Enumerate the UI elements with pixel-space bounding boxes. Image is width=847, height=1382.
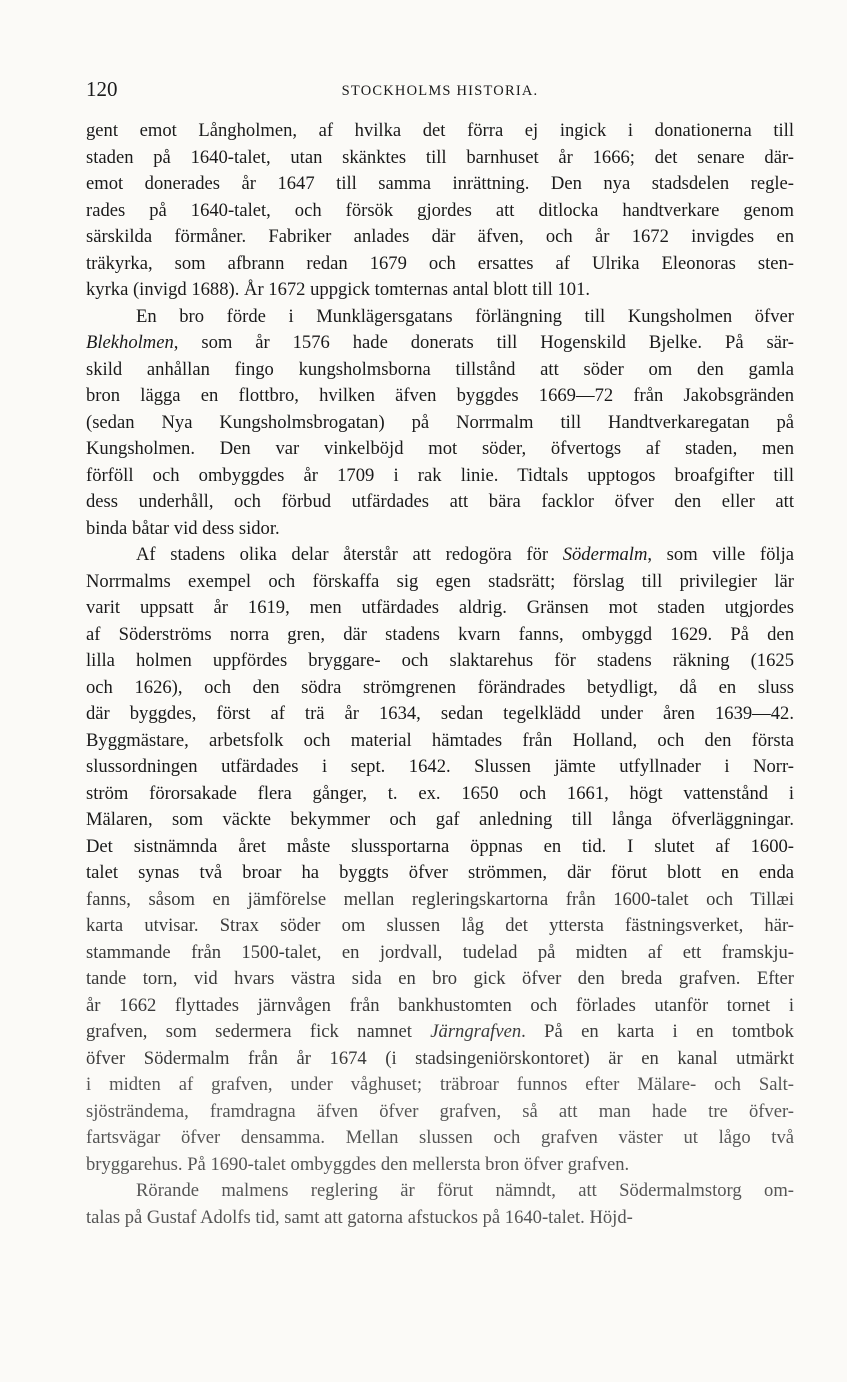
text-line: Byggmästare, arbetsfolk och material hämtades från Holland, och den första — [86, 729, 794, 751]
text-line: emot donerades år 1647 till samma inrättning. Den nya stadsdelen regle- — [86, 173, 794, 194]
text-line: lilla holmen uppfördes bryggare- och slaktarehus för stadens räkning (1625 — [86, 650, 794, 671]
text-line: fanns, såsom en jämförelse mellan regleringskartorna från 1600-talet och Tillæi — [86, 888, 794, 910]
text-line: talas på Gustaf Adolfs tid, samt att gatorna afstuckos på 1640-talet. Höjd- — [86, 1206, 633, 1228]
text-line: Kungsholmen. Den var vinkelböjd mot söder, öfvertogs af staden, men — [86, 438, 794, 459]
text-line: varit uppsatt år 1619, men utfärdades aldrig. Gränsen mot staden utgjordes — [86, 597, 794, 618]
text-line: bryggarehus. På 1690-talet ombyggdes den mellersta bron öfver grafven. — [86, 1153, 630, 1175]
text-line: En bro förde i Munklägersgatans förlängning till Kungsholmen öfver — [136, 305, 794, 327]
text-line: talet synas två broar ha byggts öfver strömmen, där förut blott en enda — [86, 862, 794, 883]
text-line: gent emot Långholmen, af hvilka det förra ej ingick i donationerna till — [86, 120, 794, 141]
text-line: Blekholmen, som år 1576 hade donerats till Hogenskild Bjelke. På sär- — [86, 332, 794, 353]
text-line: tande torn, vid hvars västra sida en bro gick öfver den breda grafven. Efter — [86, 968, 794, 989]
text-line: skild anhållan fingo kungsholmsborna tillstånd att söder om den gamla — [86, 358, 794, 380]
body-text — [86, 118, 794, 1231]
text-line: Norrmalms exempel och förskaffa sig egen stadsrätt; förslag till privilegier lär — [86, 570, 794, 592]
text-line: grafven, som sedermera fick namnet Järngrafven. På en karta i en tomtbok — [86, 1021, 794, 1042]
text-line: staden på 1640-talet, utan skänktes till barnhuset år 1666; det senare där- — [86, 146, 794, 168]
text-line: träkyrka, som afbrann redan 1679 och ersattes af Ulrika Eleonoras sten- — [86, 252, 794, 274]
text-line: af Söderströms norra gren, där stadens kvarn fanns, ombyggd 1629. På den — [86, 623, 794, 645]
running-title: STOCKHOLMS HISTORIA. — [341, 83, 539, 99]
text-line: Mälaren, som väckte bekymmer och gaf anledning till långa öfverläggningar. — [86, 809, 794, 830]
text-line: år 1662 flyttades järnvågen från bankhustomten och förlades utanför tornet i — [86, 994, 794, 1016]
text-line: fartsvägar öfver densamma. Mellan slussen och grafven väster ut lågo två — [86, 1127, 794, 1148]
page-header — [86, 74, 794, 104]
text-line: förföll och ombyggdes år 1709 i rak linie. Tidtals upptogos broafgifter till — [86, 464, 794, 486]
text-line: sjösträndema, framdragna äfven öfver grafven, så att man hade tre öfver- — [86, 1100, 794, 1122]
text-line: kyrka (invigd 1688). År 1672 uppgick tomternas antal blott till 101. — [86, 279, 591, 300]
text-line: öfver Södermalm från år 1674 (i stadsingeniörskontoret) är en kanal utmärkt — [86, 1047, 794, 1069]
text-line: karta utvisar. Strax söder om slussen låg det yttersta fästningsverket, här- — [86, 915, 794, 936]
text-line: (sedan Nya Kungsholmsbrogatan) på Norrmalm till Handtverkaregatan på — [86, 411, 794, 433]
text-line: Det sistnämnda året måste slussportarna öppnas en tid. I slutet af 1600- — [86, 835, 794, 857]
text-line: ström förorsakade flera gånger, t. ex. 1650 och 1661, högt vattenstånd i — [86, 782, 794, 804]
text-line: och 1626), och den södra strömgrenen förändrades betydligt, då en sluss — [86, 676, 794, 698]
text-line: där byggdes, först af trä år 1634, sedan tegelklädd under åren 1639—42. — [86, 703, 794, 724]
text-line: stammande från 1500-talet, en jordvall, tudelad på midten af ett framskju- — [86, 941, 794, 963]
page-number: 120 — [86, 77, 118, 101]
text-line: slussordningen utfärdades i sept. 1642. Slussen jämte utfyllnader i Norr- — [86, 756, 794, 777]
text-line: i midten af grafven, under våghuset; träbroar funnos efter Mälare- och Salt- — [86, 1074, 794, 1095]
text-line: binda båtar vid dess sidor. — [86, 517, 280, 539]
text-line: särskilda förmåner. Fabriker anlades där äfven, och år 1672 invigdes en — [86, 226, 794, 247]
text-line: Af stadens olika delar återstår att redogöra för Södermalm, som ville följa — [136, 544, 795, 565]
text-line: rades på 1640-talet, och försök gjordes att ditlocka handtverkare genom — [86, 199, 794, 221]
text-line: bron lägga en flottbro, hvilken äfven byggdes 1669—72 från Jakobsgränden — [86, 385, 794, 406]
text-line: dess underhåll, och förbud utfärdades att bära facklor öfver den eller att — [86, 491, 794, 512]
text-line: Rörande malmens reglering är förut nämndt, att Södermalmstorg om- — [136, 1180, 794, 1201]
